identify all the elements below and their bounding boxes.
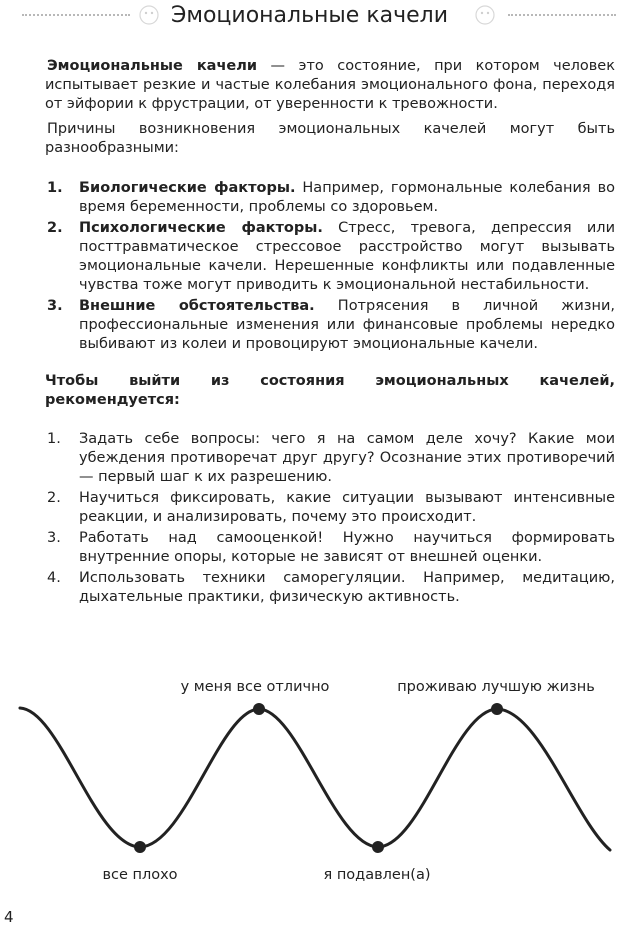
list-item-text: Задать себе вопросы: чего я на самом деле хочу? Какие мои убеждения противоречат друг другу? Осознание этих противоречий — первый шаг к их разрешению. (79, 431, 615, 485)
wave-curve (20, 708, 610, 850)
wave-peak-marker (253, 703, 265, 715)
list-item (45, 529, 615, 567)
list-item-title: Биологические факторы. (79, 180, 296, 196)
page-number: 4 (4, 908, 14, 926)
list-item-title: Психологические факторы. (79, 220, 323, 236)
wave-label-trough-1: все плохо (102, 867, 178, 883)
list-item-number: 4. (47, 570, 61, 586)
list-item-text: Потрясения в личной жизни, профессиональные изменения или финансовые проблемы нередко выбивают из колеи и провоцируют эмоциональные качели. (79, 298, 615, 352)
page-title: Эмоциональные качели (171, 3, 448, 28)
emotional-wave-diagram (0, 670, 619, 890)
list-item-number: 3. (47, 298, 63, 314)
causes-paragraph: Причины возникновения эмоциональных качелей могут быть разнообразными: (45, 121, 615, 156)
list-item-number: 1. (47, 180, 63, 196)
main-content (45, 57, 615, 609)
wave-label-peak-2: проживаю лучшую жизнь (397, 679, 595, 695)
recommend-heading: Чтобы выйти из состояния эмоциональных качелей, рекомендуется: (45, 373, 615, 408)
list-item (45, 569, 615, 607)
list-item-title: Внешние обстоятельства. (79, 298, 315, 314)
wave-trough-marker (134, 841, 146, 853)
list-item-text: Например, гормональные колебания во время беременности, проблемы со здоровьем. (79, 180, 615, 215)
recommend-list (45, 430, 615, 607)
list-item (45, 430, 615, 487)
list-item-number: 1. (47, 431, 61, 447)
list-item (45, 297, 615, 354)
list-item-text: Использовать техники саморегуляции. Например, медитацию, дыхательные практики, физическую активность. (79, 570, 615, 605)
list-item (45, 219, 615, 295)
wave-label-trough-2: я подавлен(а) (323, 867, 431, 883)
page-header (0, 0, 619, 38)
list-item-number: 3. (47, 530, 61, 546)
list-item (45, 489, 615, 527)
list-item-text: Стресс, тревога, депрессия или посттравматическое стрессовое расстройство могут вызывать эмоциональные качели. Нерешенные конфликты или подавленные чувства тоже могут приводить к эмоциональной нестабильности. (79, 220, 615, 293)
intro-definition: — это состояние, при котором человек испытывает резкие и частые колебания эмоционального фона, переходя от эйфории к фрустрации, от уверенности к тревожности. (45, 58, 615, 112)
causes-list (45, 179, 615, 354)
list-item-number: 2. (47, 490, 61, 506)
wave-trough-marker (372, 841, 384, 853)
list-item-text: Научиться фиксировать, какие ситуации вызывают интенсивные реакции, и анализировать, почему это происходит. (79, 490, 615, 525)
list-item-text: Работать над самооценкой! Нужно научиться формировать внутренние опоры, которые не зависят от внешней оценки. (79, 530, 615, 565)
list-item-number: 2. (47, 220, 63, 236)
intro-paragraph (45, 57, 615, 114)
intro-term: Эмоциональные качели (47, 58, 258, 74)
wave-label-peak-1: у меня все отлично (180, 679, 330, 695)
wave-peak-marker (491, 703, 503, 715)
list-item (45, 179, 615, 217)
